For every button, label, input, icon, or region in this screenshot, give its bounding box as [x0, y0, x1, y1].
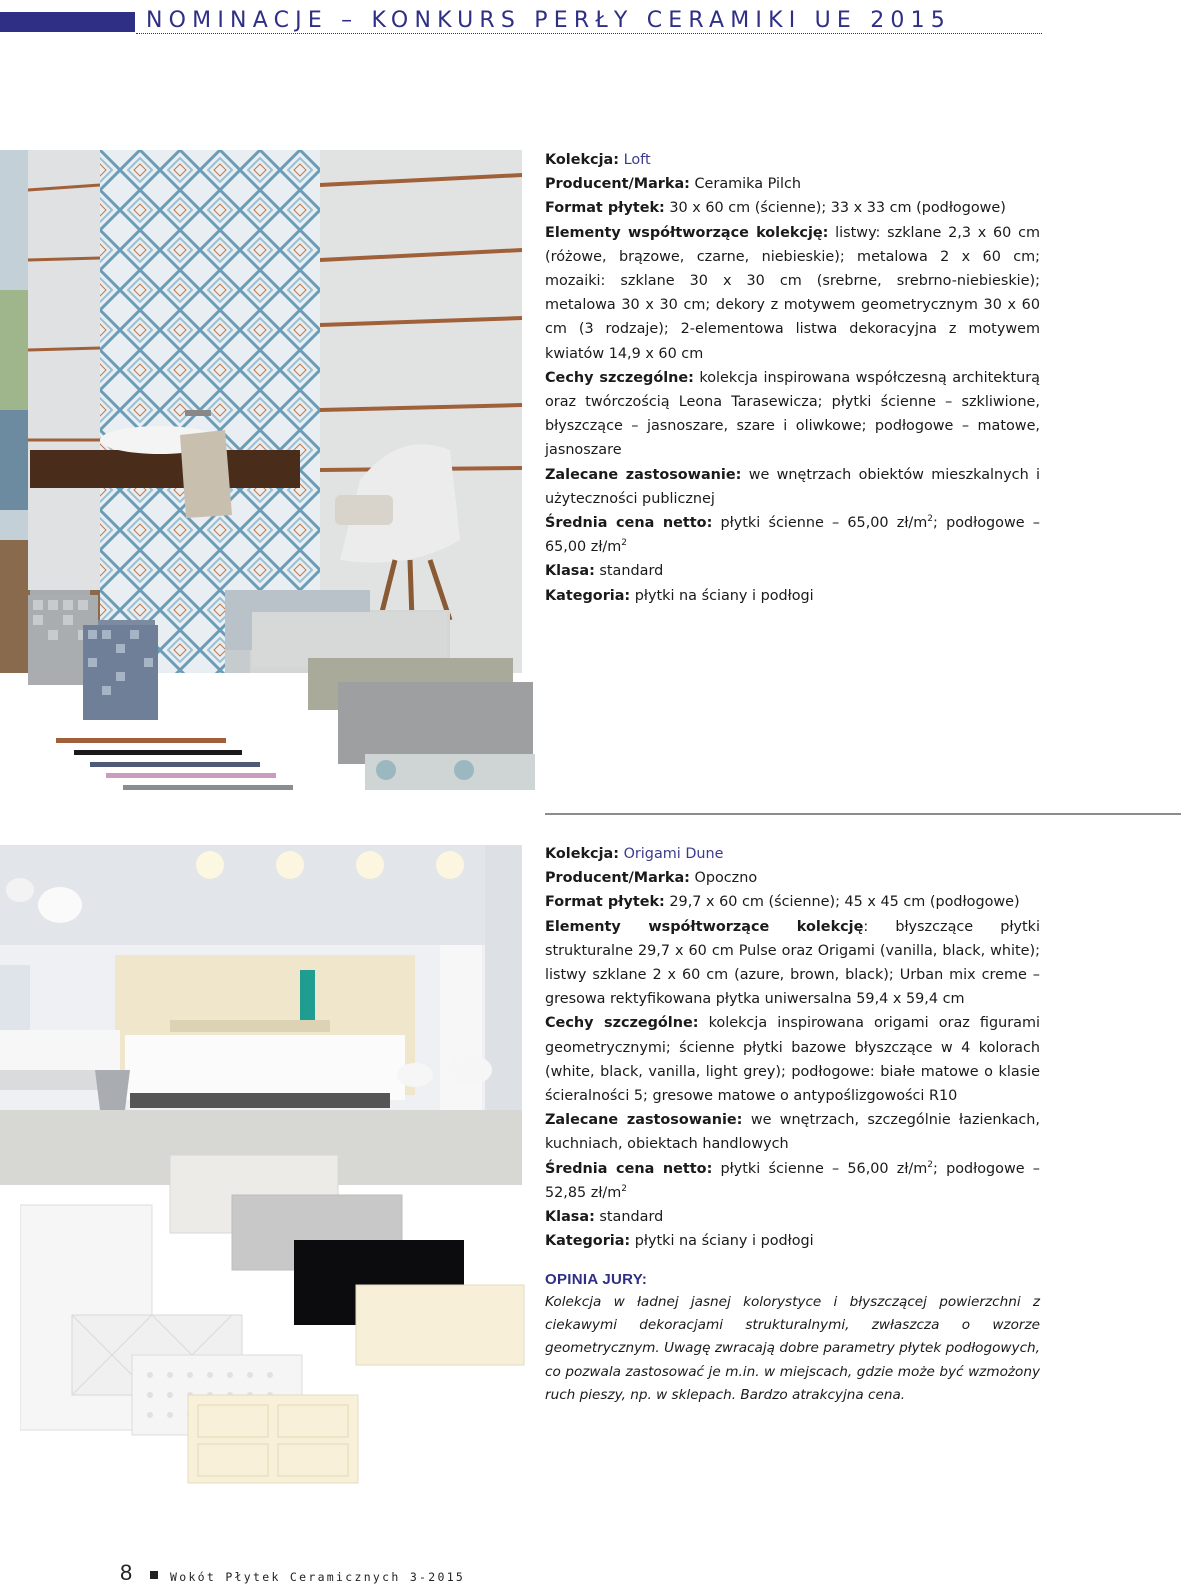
format-label: Format płytek:: [545, 894, 665, 911]
price-sup-2: 2: [621, 1184, 628, 1195]
collection-name: Origami Dune: [623, 846, 724, 862]
magazine-name: Wokót Płytek Ceramicznych 3-2015: [170, 1570, 466, 1584]
price-value-2: ; podłogowe – 65,00 zł/m: [545, 515, 1040, 556]
elements-value: listwy: szklane 2,3 x 60 cm (różowe, brązowe, czarne, niebieskie); metalowa 2 x 60 cm; mozaiki: szklane 30 x 30 cm (srebrne, srebrno-niebieskie); metalowa 30 x 30 cm; dekory z motywem geometrycznym 30 x 60 cm (3 rodzaje); 2-elementowa listwa dekoracyjna z motywem kwiatów 14,9 x 60 cm: [545, 224, 1040, 362]
entry-loft-specs: [545, 148, 1040, 608]
price-label: Średnia cena netto:: [545, 1160, 713, 1177]
format-value: 29,7 x 60 cm (ścienne); 45 x 45 cm (podłogowe): [669, 894, 1020, 911]
footer-square-bullet: [150, 1571, 158, 1579]
collection-name: Loft: [623, 152, 651, 168]
price-sup: 2: [927, 1159, 934, 1170]
price-sup-2: 2: [621, 538, 628, 549]
class-value: standard: [599, 1209, 664, 1226]
price-sup: 2: [927, 514, 934, 525]
header-bar: [0, 12, 135, 32]
elements-label: Elementy współtworzące kolekcję: [545, 918, 864, 935]
producer-label: Producent/Marka:: [545, 176, 690, 193]
price-value: płytki ścienne – 56,00 zł/m: [720, 1160, 928, 1177]
producer-value: Opoczno: [694, 870, 758, 887]
section-divider: [545, 813, 1181, 815]
category-value: płytki na ściany i podłogi: [634, 1233, 814, 1250]
jury-heading: OPINIA JURY:: [545, 1271, 648, 1288]
usage-label: Zalecane zastosowanie:: [545, 1112, 743, 1129]
price-value-2: ; podłogowe – 52,85 zł/m: [545, 1160, 1040, 1201]
producer-value: Ceramika Pilch: [694, 176, 802, 193]
header-rule: [136, 33, 1042, 34]
category-label: Kategoria:: [545, 1233, 631, 1250]
origami-tile-samples: [20, 1150, 530, 1495]
entry-origami-specs: [545, 842, 1040, 1253]
collection-label: Kolekcja:: [545, 846, 619, 862]
price-value: płytki ścienne – 65,00 zł/m: [720, 515, 928, 532]
origami-bathroom-photo: [0, 845, 522, 1185]
features-label: Cechy szczególne:: [545, 369, 694, 386]
class-label: Klasa:: [545, 563, 595, 580]
category-value: płytki na ściany i podłogi: [634, 587, 814, 604]
usage-value: we wnętrzach, szczególnie łazienkach, kuchniach, obiektach handlowych: [545, 1112, 1040, 1153]
page-title: NOMINACJE – KONKURS PERŁY CERAMIKI UE 2015: [146, 8, 951, 33]
elements-value: : błyszczące płytki strukturalne 29,7 x 60 cm Pulse oraz Origami (vanilla, black, white); listwy szklane 2 x 60 cm (azure, brown, black); Urban mix creme – gresowa rektyfikowana płytka uniwersalna 59,4 x 59,4 cm: [545, 918, 1040, 1008]
category-label: Kategoria:: [545, 587, 631, 604]
jury-opinion: Kolekcja w ładnej jasnej kolorystyce i błyszczącej powierzchni z ciekawymi dekoracjami strukturalnymi, zwłaszcza o wzorze geometrycznym. Uwagę zwracają dobre parametry płytek podłogowych, co pozwala zastosować je m.in. w miejscach, gdzie może być wzmożony ruch pieszy, np. w sklepach. Bardzo atrakcyjna cena.: [545, 1294, 1040, 1403]
class-value: standard: [599, 563, 664, 580]
collection-label: Kolekcja:: [545, 152, 619, 168]
format-label: Format płytek:: [545, 200, 665, 217]
price-label: Średnia cena netto:: [545, 515, 713, 532]
class-label: Klasa:: [545, 1209, 595, 1226]
features-label: Cechy szczególne:: [545, 1015, 699, 1032]
usage-value: we wnętrzach obiektów mieszkalnych i użyteczności publicznej: [545, 466, 1040, 507]
features-value: kolekcja inspirowana współczesną architekturą oraz twórczością Leona Tarasewicza; płytki ścienne – szkliwione, błyszczące – jasnoszare, szare i oliwkowe; podłogowe – matowe, jasnoszare: [545, 369, 1040, 459]
producer-label: Producent/Marka:: [545, 870, 690, 887]
usage-label: Zalecane zastosowanie:: [545, 466, 742, 483]
page-number: 8: [120, 1560, 133, 1585]
loft-tile-samples: [28, 590, 538, 795]
format-value: 30 x 60 cm (ścienne); 33 x 33 cm (podłogowe): [669, 200, 1006, 217]
elements-label: Elementy współtworzące kolekcję:: [545, 224, 829, 241]
features-value: kolekcja inspirowana origami oraz figurami geometrycznymi; ścienne płytki bazowe błyszczące w 4 kolorach (white, black, vanilla, light grey); podłogowe: białe matowe o klasie ścieralności 5; gresowe matowe o antypoślizgowości R10: [545, 1015, 1041, 1105]
